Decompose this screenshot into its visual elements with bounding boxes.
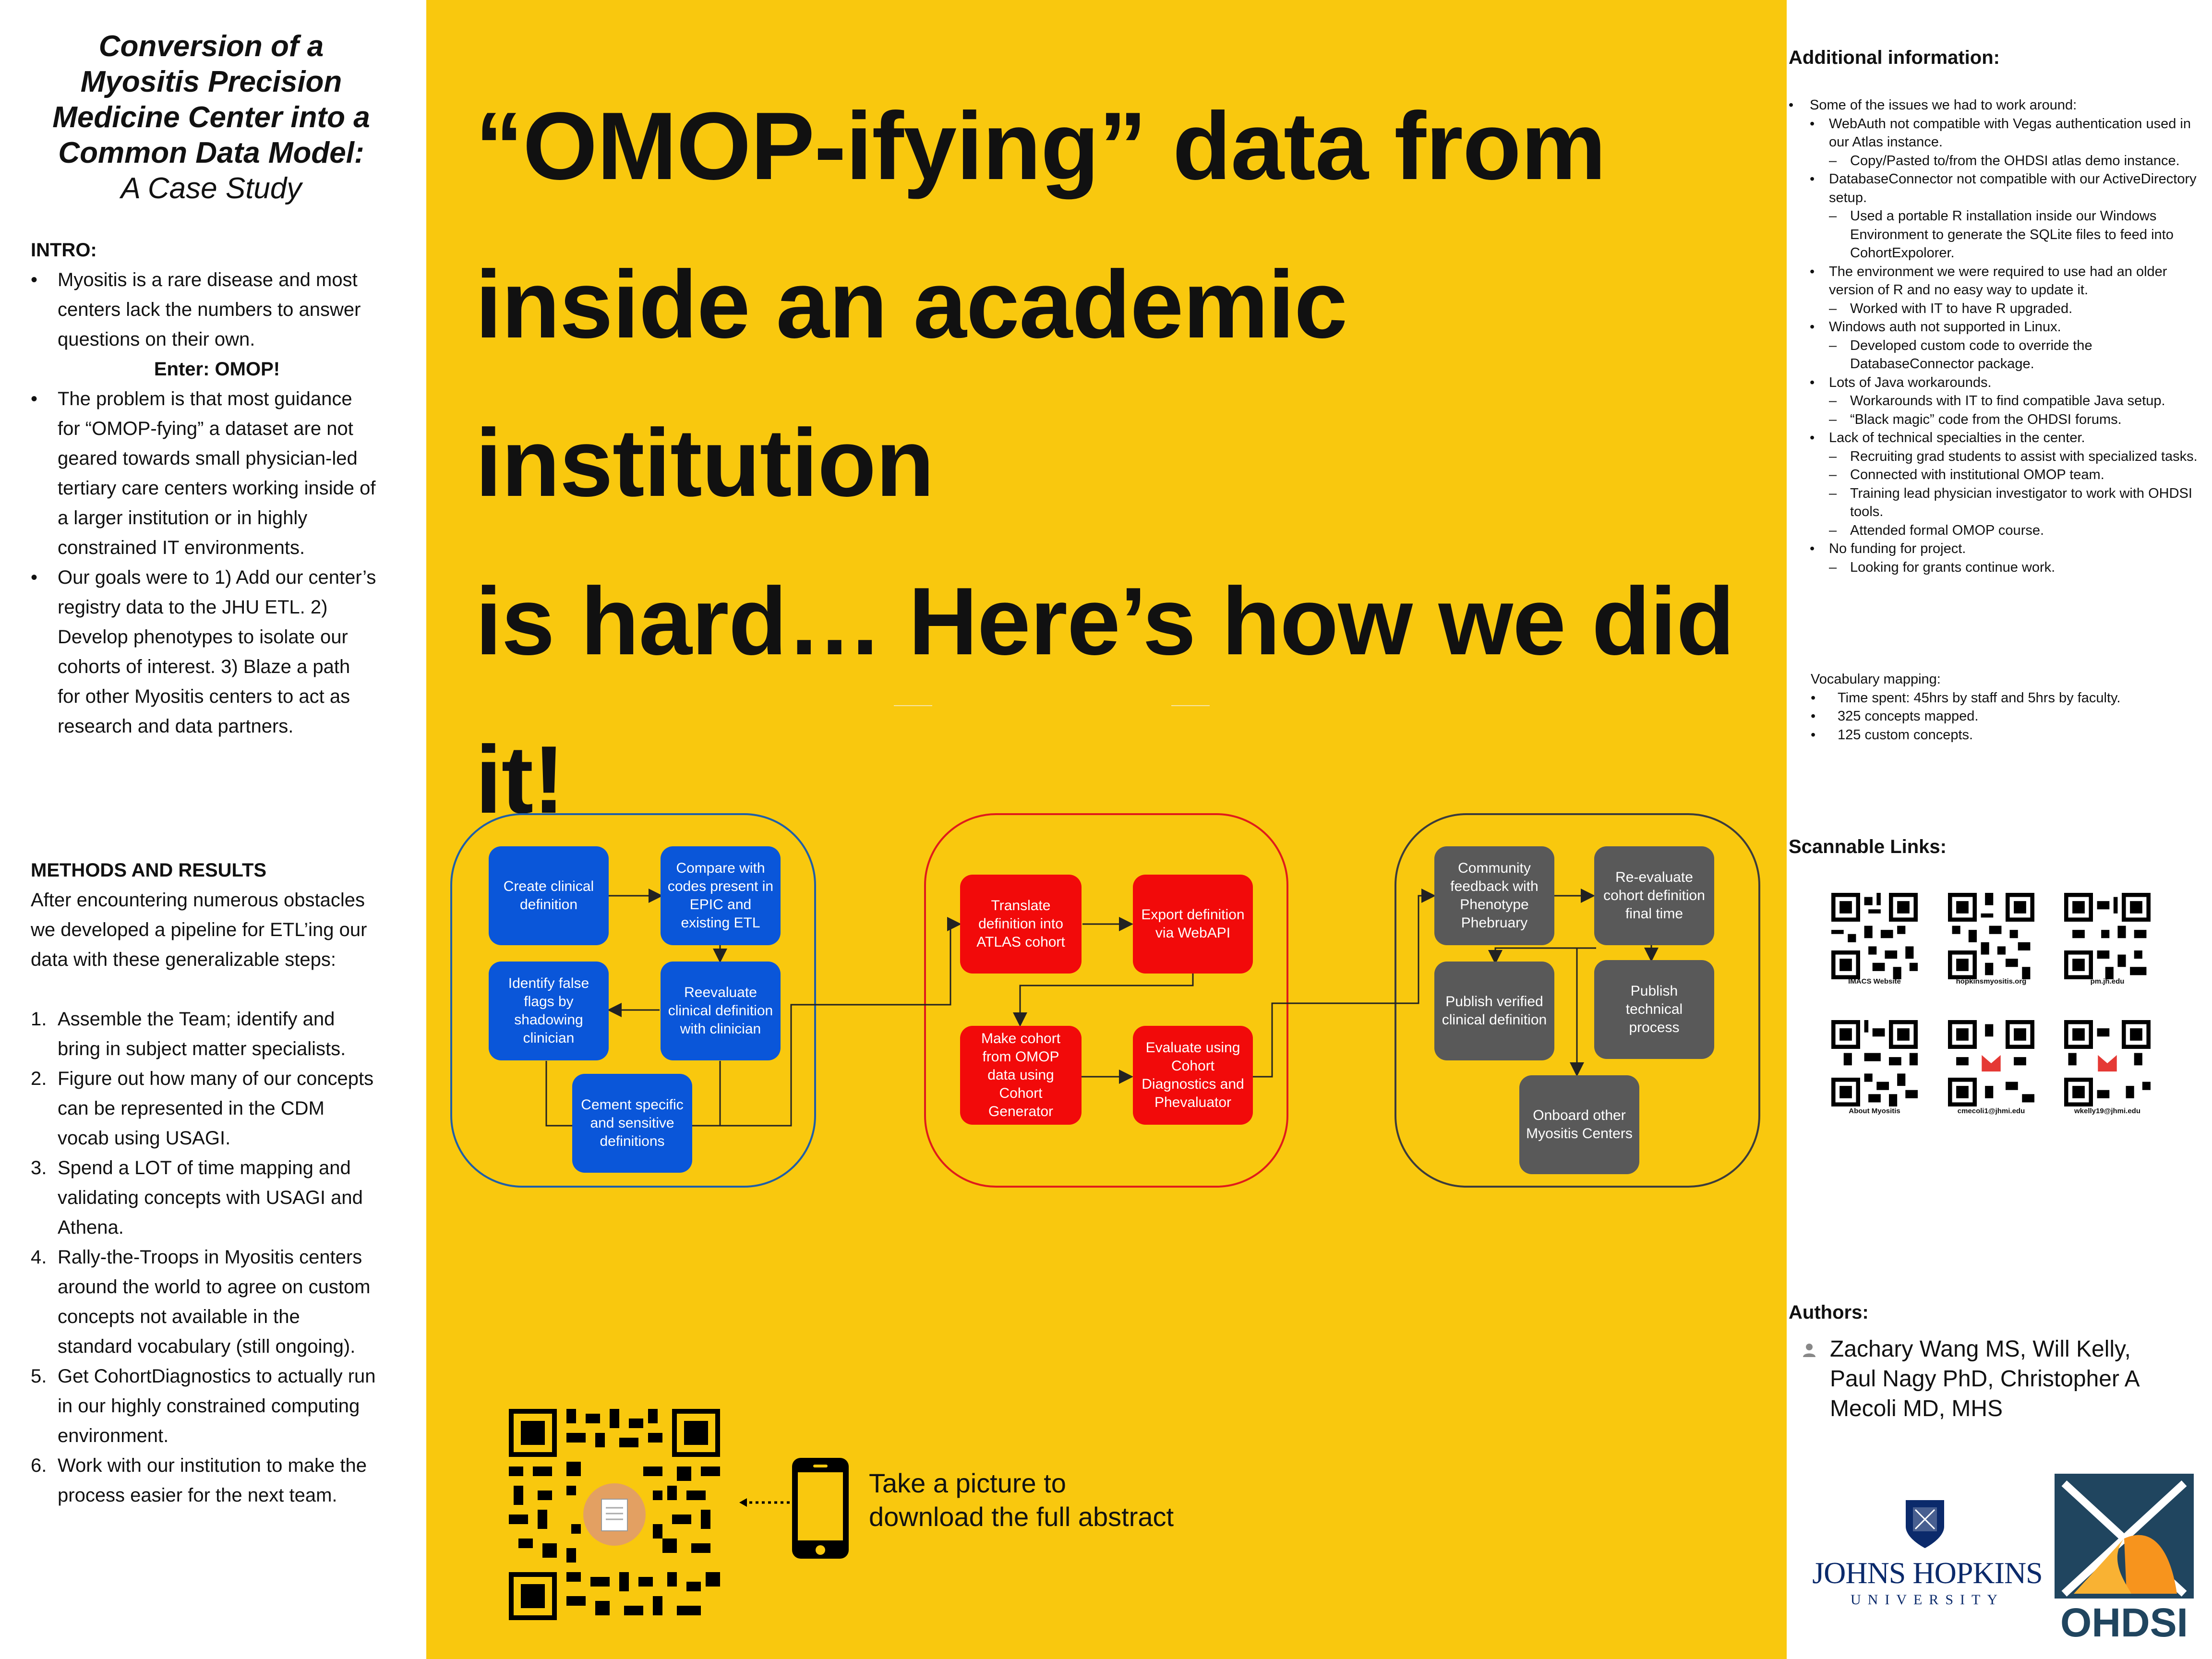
method-step-text: Figure out how many of our concepts can be represented in the CDM vocab using USAGI. <box>58 1068 374 1149</box>
headline-line-2: inside an academic institution <box>475 251 1347 517</box>
method-step-text: Rally-the-Troops in Myositis centers around the world to agree on custom concepts not available in the standard vocabulary (still ongoing). <box>58 1247 371 1357</box>
issue-sub: – Looking for grants continue work. <box>1829 559 2056 575</box>
qr-label-pmjh: pm.jh.edu <box>2090 977 2125 986</box>
issue-item <box>1810 429 2206 540</box>
authors-heading: Authors: <box>1789 1302 1869 1323</box>
qr-link-about-myositis[interactable] <box>1831 1020 1918 1106</box>
flow-box-make-cohort <box>960 1026 1082 1125</box>
issue-text: No funding for project. <box>1829 541 1966 556</box>
issue-item <box>1810 115 2206 170</box>
qr-code-graphic <box>1831 893 1918 979</box>
jhu-shield-icon <box>1903 1498 1947 1551</box>
qr-link-email-cmecoli[interactable] <box>1948 1020 2034 1106</box>
method-step: 2. Figure out how many of our concepts can be represented in the CDM vocab using USAGI. <box>31 1068 374 1149</box>
qr-code-graphic <box>509 1409 720 1620</box>
qr-label-email-cmecoli: cmecoli1@jhmi.edu <box>1957 1107 2025 1115</box>
authors-line-2: Paul Nagy PhD, Christopher A <box>1830 1366 2140 1392</box>
issue-sub-text: Attended formal OMOP course. <box>1850 522 2044 538</box>
issue-sub: – Developed custom code to override the DatabaseConnector package. <box>1829 337 2092 372</box>
qr-label-email-wkelly: wkelly19@jhmi.edu <box>2074 1107 2140 1115</box>
issue-sub-text: Workarounds with IT to find compatible Java setup. <box>1850 393 2165 409</box>
authors-line-1: Zachary Wang MS, Will Kelly, <box>1830 1336 2131 1362</box>
vocab-heading: Vocabulary mapping: <box>1811 672 1941 687</box>
jhu-logo-text: JOHNS HOPKINS <box>1812 1556 2043 1590</box>
flow-box-label: Community feedback with Phenotype Phebruary <box>1450 860 1539 931</box>
issue-sub-text: Training lead physician investigator to work with OHDSI tools. <box>1850 485 2192 519</box>
methods-heading: METHODS AND RESULTS <box>31 860 267 881</box>
flow-box-label: Compare with codes present in EPIC and existing ETL <box>667 860 774 931</box>
vocab-item-text: 125 custom concepts. <box>1838 727 1973 743</box>
method-step: 1. Assemble the Team; identify and bring in subject matter specialists. <box>31 1009 346 1059</box>
qr-code-graphic <box>1948 893 2034 979</box>
methods-intro: After encountering numerous obstacles we developed a pipeline for ETL’ing our data with these generalizable steps: <box>31 890 367 970</box>
qr-label-about-myositis: About Myositis <box>1849 1107 1900 1115</box>
ohdsi-emblem-icon <box>2055 1474 2194 1599</box>
qr-code-graphic <box>2064 893 2151 979</box>
flow-box-publish-definition <box>1434 962 1554 1060</box>
vocab-item <box>1811 726 2204 745</box>
method-step-text: Assemble the Team; identify and bring in subject matter specialists. <box>58 1009 346 1059</box>
intro-heading: INTRO: <box>31 240 97 261</box>
flow-box-label: Make cohort from OMOP data using Cohort Generator <box>981 1031 1061 1119</box>
jhu-logo-subtext: UNIVERSITY <box>1851 1592 2004 1608</box>
issue-text: Lots of Java workarounds. <box>1829 374 1992 390</box>
headline-line-1: “OMOP-ifying” data from <box>475 93 1606 200</box>
qr-link-imacs[interactable] <box>1831 893 1918 979</box>
additional-info-heading: Additional information: <box>1789 47 2000 68</box>
flow-box-evaluate-cohort <box>1133 1026 1253 1125</box>
issue-text: Windows auth not supported in Linux. <box>1829 319 2061 335</box>
qr-code-graphic <box>1948 1020 2034 1106</box>
subtitle-line-5: A Case Study <box>120 172 302 205</box>
dotted-arrow-icon <box>739 1495 792 1510</box>
issue-sub-text: Recruiting grad students to assist with specialized tasks. <box>1850 448 2198 464</box>
issue-sub: – Worked with IT to have R upgraded. <box>1829 301 2073 316</box>
qr-link-hopkinsmyositis[interactable] <box>1948 893 2034 979</box>
issue-sub: – Training lead physician investigator to work with OHDSI tools. <box>1829 485 2192 519</box>
flow-box-translate-atlas <box>960 875 1082 974</box>
issue-item <box>1810 373 2206 429</box>
person-icon <box>1801 1342 1817 1358</box>
flow-box-label: Evaluate using Cohort Diagnostics and Phevaluator <box>1142 1040 1244 1110</box>
phone-icon <box>792 1458 849 1559</box>
flow-box-cement-definitions <box>572 1074 692 1173</box>
issue-sub-text: “Black magic” code from the OHDSI forums. <box>1850 411 2122 427</box>
method-step-text: Work with our institution to make the process easier for the next team. <box>58 1455 367 1506</box>
qr-label-imacs: IMACS Website <box>1848 977 1901 986</box>
flow-box-label: Publish verified clinical definition <box>1442 994 1547 1028</box>
flow-box-label: Create clinical definition <box>503 878 594 913</box>
intro-bullet-text: Myositis is a rare disease and most centers lack the numbers to answer questions on their own. <box>58 269 361 350</box>
issue-item <box>1810 318 2206 373</box>
flow-box-publish-technical <box>1594 960 1714 1059</box>
flow-box-label: Export definition via WebAPI <box>1141 907 1245 941</box>
qr-link-pmjh[interactable] <box>2064 893 2151 979</box>
issue-sub: – Workarounds with IT to find compatible Java setup. <box>1829 393 2165 409</box>
issue-sub: – Recruiting grad students to assist with specialized tasks. <box>1829 448 2198 464</box>
issue-sub-text: Used a portable R installation inside our Windows Environment to generate the SQLite files to feed into CohortExpolorer. <box>1850 208 2174 261</box>
qr-code-graphic <box>1831 1020 1918 1106</box>
flow-box-label: Publish technical process <box>1625 983 1683 1035</box>
issue-sub-text: Copy/Pasted to/from the OHDSI atlas demo instance. <box>1850 153 2180 168</box>
links-heading: Scannable Links: <box>1789 836 1947 857</box>
flow-box-label: Re-evaluate cohort definition final time <box>1603 869 1705 922</box>
flow-box-reevaluate-definition <box>661 962 781 1060</box>
issues-intro-text: Some of the issues we had to work around: <box>1810 97 2077 113</box>
issue-sub: – Attended formal OMOP course. <box>1829 522 2044 538</box>
flow-box-identify-false-flags <box>489 962 609 1060</box>
qr-caption-line-2: download the full abstract <box>869 1502 1174 1532</box>
issue-item <box>1810 170 2206 263</box>
method-step: 3. Spend a LOT of time mapping and validating concepts with USAGI and Athena. <box>31 1157 363 1238</box>
qr-caption-line-1: Take a picture to <box>869 1468 1066 1498</box>
flow-box-label: Reevaluate clinical definition with clinician <box>668 985 773 1037</box>
vocab-item <box>1811 707 2204 726</box>
intro-bullet-text: The problem is that most guidance for “OMOP-fying” a dataset are not geared towards small physician-led tertiary care centers working inside of a larger institution or in highly constrained IT environments. <box>58 388 376 558</box>
issue-sub-text: Worked with IT to have R upgraded. <box>1850 301 2073 316</box>
issue-text: Lack of technical specialties in the center. <box>1829 430 2085 445</box>
method-step-text: Spend a LOT of time mapping and validating concepts with USAGI and Athena. <box>58 1157 363 1238</box>
subtitle-line-4: Common Data Model: <box>58 136 364 169</box>
method-step: 4. Rally-the-Troops in Myositis centers around the world to agree on custom concepts not available in the standard vocabulary (still ongoing). <box>31 1247 371 1357</box>
issues-list <box>1789 96 2206 577</box>
issue-sub: – “Black magic” code from the OHDSI forums. <box>1829 411 2122 427</box>
headline-line-3: is hard… Here’s how we did it! <box>475 568 1734 833</box>
vocab-item <box>1811 689 2204 708</box>
flow-box-onboard-centers <box>1519 1075 1639 1174</box>
ohdsi-logo <box>2055 1474 2194 1645</box>
flow-box-community-feedback <box>1434 846 1554 945</box>
issue-sub: – Copy/Pasted to/from the OHDSI atlas demo instance. <box>1829 153 2180 168</box>
issues-items <box>1789 115 2206 577</box>
issue-sub: – Connected with institutional OMOP team. <box>1829 467 2104 482</box>
intro-enter-omop: Enter: OMOP! <box>154 359 280 380</box>
issue-sub-text: Looking for grants continue work. <box>1850 559 2056 575</box>
authors-list <box>1830 1334 2204 1424</box>
method-step: 5. Get CohortDiagnostics to actually run in our highly constrained computing environment. <box>31 1366 376 1446</box>
abstract-qr-code[interactable] <box>509 1409 720 1620</box>
subtitle-line-3: Medicine Center into a <box>52 101 370 134</box>
authors-line-3: Mecoli MD, MHS <box>1830 1396 2003 1421</box>
ohdsi-logo-text: OHDSI <box>2060 1600 2188 1645</box>
issue-sub: – Used a portable R installation inside our Windows Environment to generate the SQLite files to feed into CohortExpolorer. <box>1829 208 2174 261</box>
issue-sub-text: Developed custom code to override the DatabaseConnector package. <box>1850 337 2092 372</box>
qr-link-email-wkelly[interactable] <box>2064 1020 2151 1106</box>
issue-item <box>1810 540 2206 577</box>
issue-text: DatabaseConnector not compatible with our ActiveDirectory setup. <box>1829 171 2197 205</box>
vocab-item-text: Time spent: 45hrs by staff and 5hrs by faculty. <box>1838 690 2121 706</box>
flow-box-label: Cement specific and sensitive definitions <box>581 1097 684 1149</box>
issue-item <box>1810 263 2206 318</box>
intro-bullet-text: Our goals were to 1) Add our center’s registry data to the JHU ETL. 2) Develop phenotypes to isolate our cohorts of interest. 3) Blaze a path for other Myositis centers to act as research and data partners. <box>58 567 376 737</box>
flow-box-export-webapi <box>1133 875 1253 974</box>
flow-box-label: Translate definition into ATLAS cohort <box>976 898 1065 950</box>
issue-text: WebAuth not compatible with Vegas authentication used in our Atlas instance. <box>1829 116 2191 150</box>
issue-text: The environment we were required to use had an older version of R and no easy way to update it. <box>1829 264 2167 298</box>
qr-code-graphic <box>2064 1020 2151 1106</box>
flow-box-reevaluate-final <box>1594 846 1714 945</box>
qr-caption <box>869 1467 1174 1534</box>
subtitle-line-1: Conversion of a <box>98 30 324 63</box>
method-step-text: Get CohortDiagnostics to actually run in our highly constrained computing environment. <box>58 1366 376 1446</box>
flow-box-compare-codes <box>661 846 781 945</box>
flow-box-create-definition <box>489 846 609 945</box>
vocab-section <box>1811 670 2204 744</box>
method-step: 6. Work with our institution to make the process easier for the next team. <box>31 1455 367 1506</box>
issue-sub-text: Connected with institutional OMOP team. <box>1850 467 2104 482</box>
subtitle-line-2: Myositis Precision <box>80 65 342 98</box>
qr-label-hopkinsmyositis: hopkinsmyositis.org <box>1956 977 2027 986</box>
vocab-item-text: 325 concepts mapped. <box>1838 709 1979 724</box>
flow-box-label: Identify false flags by shadowing clinician <box>508 975 589 1046</box>
issues-intro <box>1789 96 2206 115</box>
jhu-logo <box>1812 1498 2043 1613</box>
flow-box-label: Onboard other Myositis Centers <box>1526 1107 1633 1142</box>
